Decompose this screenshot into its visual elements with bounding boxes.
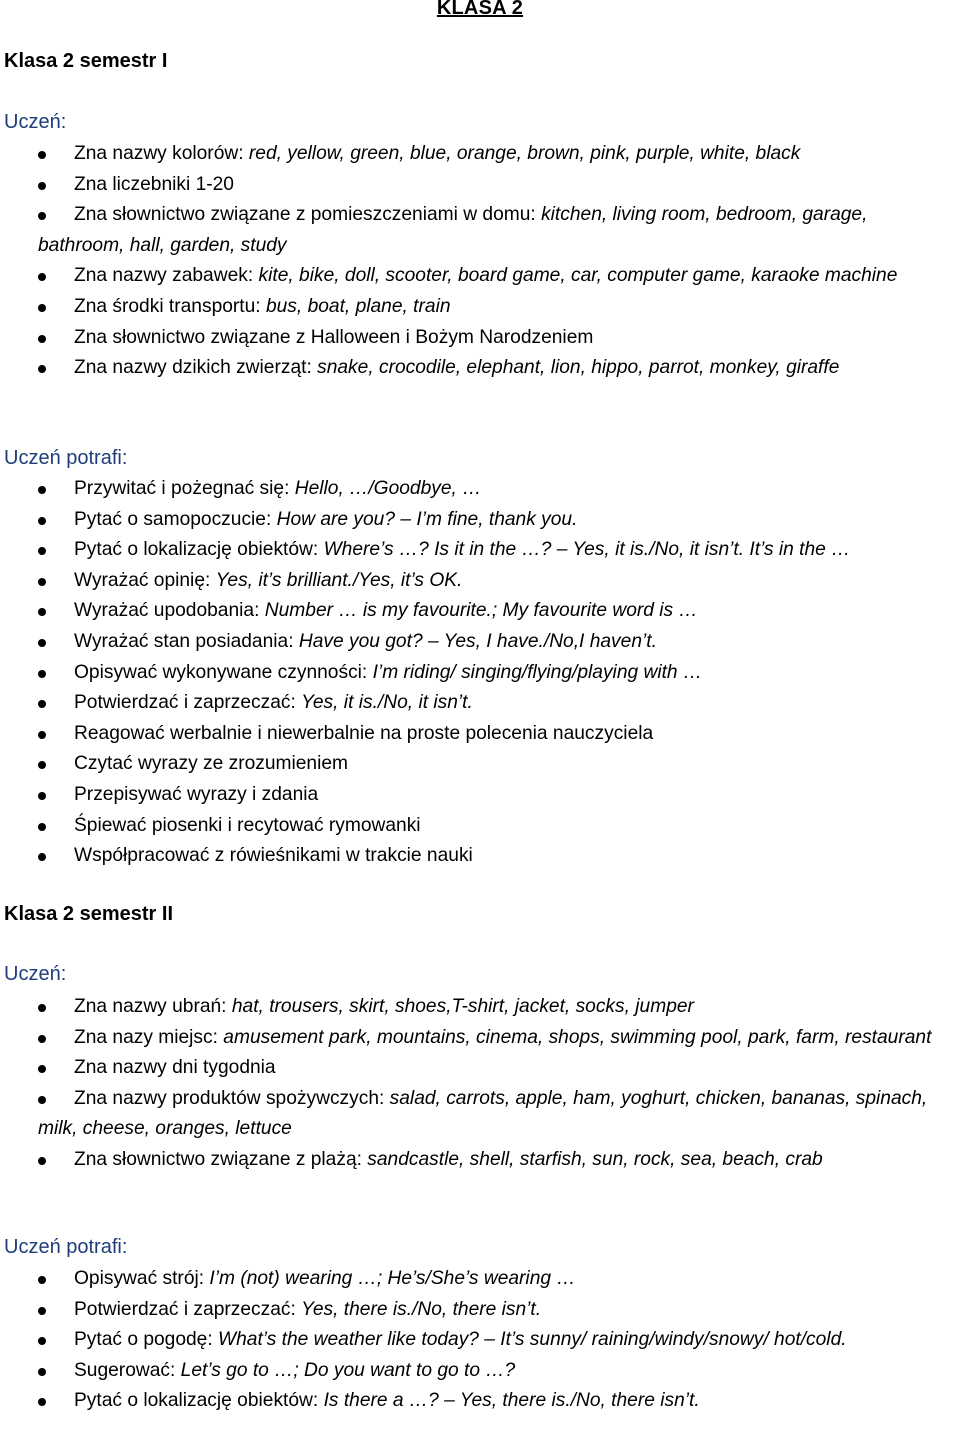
bullet-icon (38, 547, 46, 555)
bullet-icon (38, 486, 46, 494)
bullet-icon (38, 304, 46, 312)
list-item: Wyrażać stan posiadania: Have you got? – Yes, I have./No,I haven’t. (0, 627, 960, 658)
bullet-icon (38, 853, 46, 861)
bullet-icon (38, 151, 46, 159)
bullet-icon (38, 517, 46, 525)
bullet-icon (38, 1276, 46, 1284)
list-item: Śpiewać piosenki i recytować rymowanki (0, 811, 960, 842)
bullet-icon (38, 670, 46, 678)
bullet-icon (38, 273, 46, 281)
list-item: Zna środki transportu: bus, boat, plane, train (0, 292, 960, 323)
list-item: Opisywać strój: I’m (not) wearing …; He’s/She’s wearing … (0, 1264, 960, 1295)
bullet-icon (38, 1307, 46, 1315)
list-item: Zna nazwy produktów spożywczych: salad, carrots, apple, ham, yoghurt, chicken, bananas, spinach, milk, cheese, oranges, lettuce (38, 1087, 928, 1140)
bullet-icon (38, 578, 46, 586)
list-item: Wyrażać upodobania: Number … is my favourite.; My favourite word is … (0, 596, 960, 627)
bullet-icon (38, 365, 46, 373)
bullet-icon (38, 1035, 46, 1043)
list-item: Reagować werbalnie i niewerbalnie na proste polecenia nauczyciela (0, 719, 960, 750)
list-item: Zna nazwy dni tygodnia (0, 1053, 960, 1084)
list-item: Wyrażać opinię: Yes, it’s brilliant./Yes, it’s OK. (0, 566, 960, 597)
list-item: Przepisywać wyrazy i zdania (0, 780, 960, 811)
section-title-semester-2: Klasa 2 semestr II (4, 903, 173, 925)
bullet-icon (38, 639, 46, 647)
page-title: KLASA 2 (436, 0, 524, 19)
list-item: Pytać o lokalizację obiektów: Is there a …? – Yes, there is./No, there isn’t. (0, 1386, 960, 1417)
list-semester-2-can (0, 1264, 960, 1417)
list-semester-1-knows (0, 139, 960, 384)
list-semester-1-can (0, 474, 960, 872)
list-item: Pytać o lokalizację obiektów: Where’s …? Is it in the …? – Yes, it is./No, it isn’t. It’s in the … (0, 535, 960, 566)
list-item: Potwierdzać i zaprzeczać: Yes, it is./No, it isn’t. (0, 688, 960, 719)
bullet-icon (38, 1004, 46, 1012)
bullet-icon (38, 731, 46, 739)
bullet-icon (38, 1368, 46, 1376)
list-item: Potwierdzać i zaprzeczać: Yes, there is./No, there isn’t. (0, 1295, 960, 1326)
list-item: Pytać o pogodę: What’s the weather like today? – It’s sunny/ raining/windy/snowy/ hot/cold. (0, 1325, 960, 1356)
bullet-icon (38, 823, 46, 831)
list-item: Przywitać i pożegnać się: Hello, …/Goodbye, … (0, 474, 960, 505)
section-title-semester-1: Klasa 2 semestr I (4, 50, 168, 72)
list-item: Opisywać wykonywane czynności: I’m riding/ singing/flying/playing with … (0, 658, 960, 689)
list-item: Współpracować z rówieśnikami w trakcie nauki (0, 841, 960, 872)
list-item: Zna nazwy zabawek: kite, bike, doll, scooter, board game, car, computer game, karaoke machine (0, 261, 960, 292)
list-item: Zna nazwy ubrań: hat, trousers, skirt, shoes,T-shirt, jacket, socks, jumper (0, 992, 960, 1023)
list-item: Zna słownictwo związane z pomieszczeniami w domu: kitchen, living room, bedroom, garage, bathroom, hall, garden, study (38, 204, 868, 256)
list-semester-2-knows (0, 992, 960, 1176)
list-item: Czytać wyrazy ze zrozumieniem (0, 749, 960, 780)
bullet-icon (38, 1398, 46, 1406)
list-item: Zna słownictwo związane z plażą: sandcastle, shell, starfish, sun, rock, sea, beach, crab (0, 1145, 960, 1176)
list-item: Pytać o samopoczucie: How are you? – I’m fine, thank you. (0, 505, 960, 536)
heading-student-can: Uczeń potrafi: (4, 447, 128, 469)
list-item: Zna słownictwo związane z Halloween i Bożym Narodzeniem (0, 323, 960, 354)
bullet-icon (38, 212, 46, 220)
list-item: Zna nazy miejsc: amusement park, mountains, cinema, shops, swimming pool, park, farm, restaurant (0, 1023, 960, 1054)
list-item: Zna liczebniki 1-20 (0, 170, 960, 201)
bullet-icon (38, 761, 46, 769)
list-item: Zna nazwy kolorów: red, yellow, green, blue, orange, brown, pink, purple, white, black (0, 139, 960, 170)
bullet-icon (38, 335, 46, 343)
heading-student-knows: Uczeń: (4, 963, 67, 985)
bullet-icon (38, 700, 46, 708)
heading-student-can: Uczeń potrafi: (4, 1236, 128, 1258)
bullet-icon (38, 608, 46, 616)
heading-student-knows: Uczeń: (4, 111, 67, 133)
bullet-icon (38, 182, 46, 190)
bullet-icon (38, 1065, 46, 1073)
bullet-icon (38, 1096, 46, 1104)
bullet-icon (38, 792, 46, 800)
bullet-icon (38, 1337, 46, 1345)
bullet-icon (38, 1157, 46, 1165)
list-item: Zna nazwy dzikich zwierząt: snake, crocodile, elephant, lion, hippo, parrot, monkey, giraffe (0, 353, 960, 384)
list-item: Sugerować: Let’s go to …; Do you want to go to …? (0, 1356, 960, 1387)
